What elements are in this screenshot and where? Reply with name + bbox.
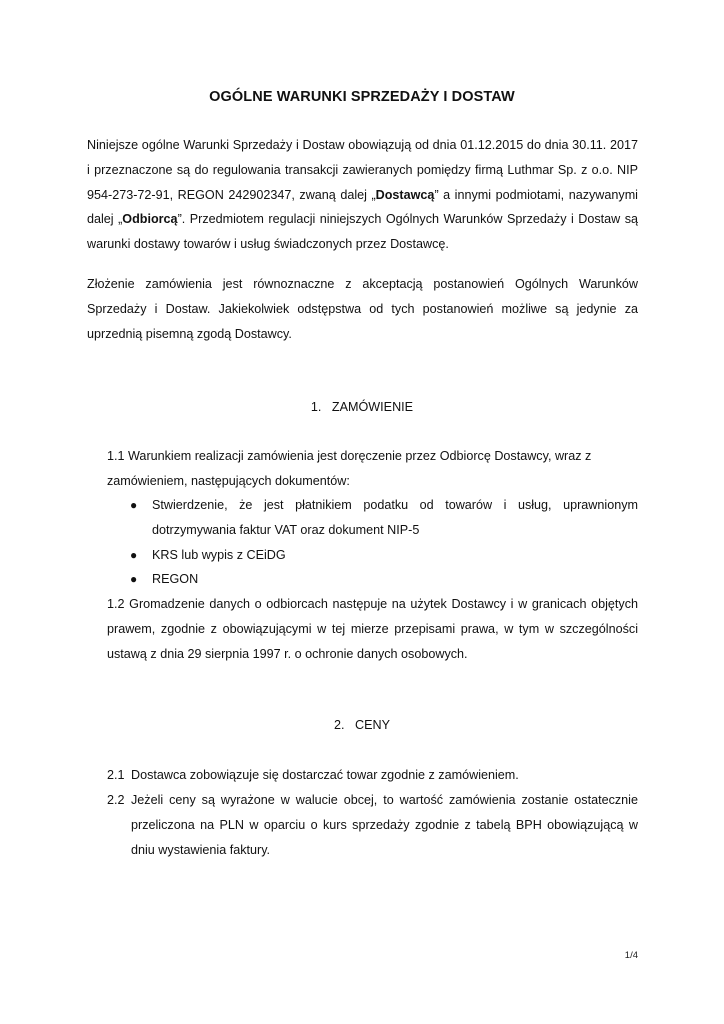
intro-text-part-1: Niniejsze ogólne Warunki Sprzedaży i Dostaw obowiązują od dnia 01.12.2015 do dnia 30.11. 2017 i przeznaczone są do regulowania transakcji zawieranych pomiędzy firmą Luthmar Sp. z o.o. NIP 954-273-72-91, REGON 242902347, zwaną dalej „ (87, 138, 638, 202)
clause-2-2 (107, 788, 638, 862)
section-heading-prices: 2. CENY (334, 718, 390, 732)
acceptance-paragraph: Złożenie zamówienia jest równoznaczne z akceptacją postanowień Ogólnych Warunków Sprzedaży i Dostaw. Jakiekolwiek odstępstwa od tych postanowień możliwe są jedynie za uprzednią pisemną zgodą Dostawcy. (87, 277, 638, 341)
clause-text: Jeżeli ceny są wyrażone w walucie obcej, to wartość zamówienia zostanie ostatecznie przeliczona na PLN w oparciu o kurs sprzedaży zgodnie z tabelą BPH obowiązującą w dniu wystawienia faktury. (131, 793, 638, 857)
document-title: OGÓLNE WARUNKI SPRZEDAŻY I DOSTAW (209, 89, 515, 105)
clause-number: 2.2 (107, 793, 125, 807)
clause-text: Gromadzenie danych o odbiorcach następuje na użytek Dostawcy i w granicach objętych prawem, zgodnie z obowiązującymi w tej mierze przepisami prawa, w tym w szczególności ustawą z dnia 29 sierpnia 1997 r. o ochronie danych osobowych. (107, 597, 639, 661)
recipient-term: Odbiorcą (122, 212, 178, 227)
bullet-icon: ● (130, 547, 138, 562)
page-number: 1/4 (624, 950, 638, 961)
supplier-term: Dostawcą (375, 187, 435, 202)
list-item (130, 567, 638, 592)
clause-2-1 (107, 763, 638, 788)
list-item (130, 493, 638, 543)
clause-number: 1.1 (107, 449, 125, 463)
clause-text: Warunkiem realizacji zamówienia jest doręczenie przez Odbiorcę Dostawcy, wraz z zamówieniem, następujących dokumentów: (107, 449, 592, 488)
list-item-text: REGON (152, 572, 199, 587)
bullet-icon: ● (130, 498, 138, 512)
clause-text: Dostawca zobowiązuje się dostarczać towar zgodnie z zamówieniem. (131, 768, 519, 782)
clause-number: 1.2 (107, 597, 125, 611)
bullet-icon: ● (130, 572, 138, 587)
section-heading-order: 1. ZAMÓWIENIE (310, 400, 414, 414)
clause-number: 2.1 (107, 768, 125, 782)
list-item-text: Stwierdzenie, że jest płatnikiem podatku od towarów i usług, uprawnionym dotrzymywania faktur VAT oraz dokument NIP-5 (152, 498, 638, 537)
clause-1-2 (107, 592, 638, 666)
list-item-text: KRS lub wypis z CEiDG (152, 547, 286, 562)
intro-text-part-2: ” a innymi podmiotami, nazywanymi dalej „ (87, 187, 638, 227)
list-item (130, 543, 638, 568)
intro-paragraph (87, 133, 638, 257)
required-documents-list (130, 493, 638, 592)
clause-1-1 (107, 444, 638, 494)
intro-text-part-3: ”. Przedmiotem regulacji niniejszych Ogólnych Warunków Sprzedaży i Dostaw są warunki dostawy towarów i usług świadczonych przez Dostawcę. (87, 212, 638, 252)
